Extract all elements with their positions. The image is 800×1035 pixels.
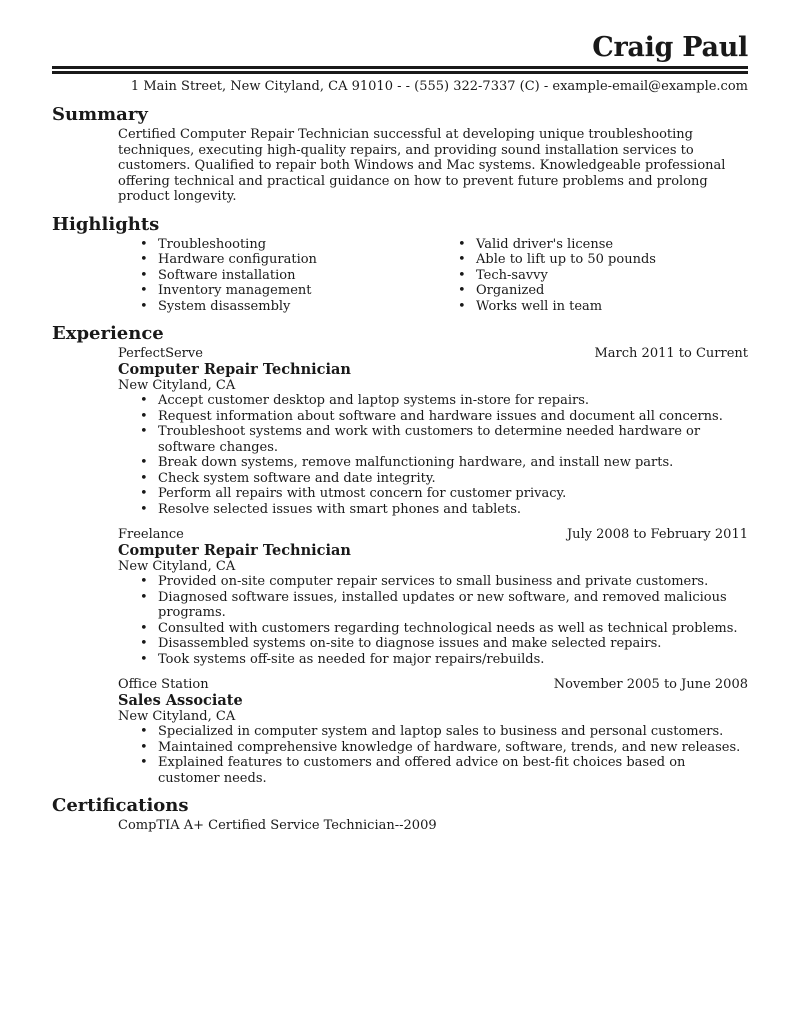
job-bullet: • Disassembled systems on-site to diagnose issues and make selected repairs.: [118, 636, 748, 652]
highlight-item: • Works well in team: [436, 299, 748, 315]
job-dates: November 2005 to June 2008: [553, 677, 748, 692]
job-bullet: • Specialized in computer system and laptop sales to business and personal customers.: [118, 724, 748, 740]
job-bullet: • Explained features to customers and offered advice on best-fit choices based on customer needs.: [118, 755, 748, 786]
contact-line: 1 Main Street, New Cityland, CA 91010 - - (555) 322-7337 (C) - example-email@example.com: [130, 79, 748, 94]
job-entry: [118, 677, 748, 786]
highlight-item: • Tech-savvy: [436, 268, 748, 284]
job-bullet: • Consulted with customers regarding technological needs as well as technical problems.: [118, 621, 748, 637]
experience-heading: Experience: [52, 323, 164, 344]
job-header-row: [118, 527, 748, 543]
resume-name: Craig Paul: [592, 32, 748, 63]
job-title: Computer Repair Technician: [118, 360, 351, 378]
job-bullet: • Check system software and date integrity.: [118, 471, 748, 487]
job-dates: July 2008 to February 2011: [566, 527, 748, 542]
job-company: Office Station: [118, 677, 209, 692]
header-divider-top-line: [52, 66, 748, 69]
job-bullet: • Maintained comprehensive knowledge of hardware, software, trends, and new releases.: [118, 740, 748, 756]
job-bullet: • Accept customer desktop and laptop systems in-store for repairs.: [118, 393, 748, 409]
job-title: Computer Repair Technician: [118, 541, 351, 559]
job-title: Sales Associate: [118, 691, 243, 709]
job-bullet-list: [118, 574, 748, 667]
job-bullet-list: [118, 724, 748, 786]
header-divider-bottom-line: [52, 71, 748, 74]
resume-header: [0, 34, 800, 95]
job-location: New Cityland, CA: [118, 558, 236, 574]
certifications-heading: Certifications: [52, 795, 189, 816]
job-bullet: • Diagnosed software issues, installed updates or new software, and removed malicious programs.: [118, 590, 748, 621]
job-bullet: • Troubleshoot systems and work with customers to determine needed hardware or software changes.: [118, 424, 748, 455]
job-company: Freelance: [118, 527, 184, 542]
job-company: PerfectServe: [118, 346, 203, 361]
certification-item: CompTIA A+ Certified Service Technician--2009: [118, 818, 437, 833]
summary-heading: Summary: [52, 104, 148, 125]
highlights-column-1: [118, 237, 436, 315]
job-header-row: [118, 346, 748, 362]
highlight-item: • Software installation: [118, 268, 436, 284]
job-bullet-list: [118, 393, 748, 517]
job-location: New Cityland, CA: [118, 377, 236, 393]
job-bullet: • Resolve selected issues with smart phones and tablets.: [118, 502, 748, 518]
job-bullet: • Break down systems, remove malfunctioning hardware, and install new parts.: [118, 455, 748, 471]
job-bullet: • Provided on-site computer repair services to small business and private customers.: [118, 574, 748, 590]
job-dates: March 2011 to Current: [594, 346, 748, 361]
experience-list: [118, 346, 748, 786]
highlight-item: • Organized: [436, 283, 748, 299]
job-header-row: [118, 677, 748, 693]
highlight-item: • Valid driver's license: [436, 237, 748, 253]
section-highlights: [0, 215, 800, 315]
highlight-item: • Able to lift up to 50 pounds: [436, 252, 748, 268]
job-bullet: • Took systems off-site as needed for major repairs/rebuilds.: [118, 652, 748, 668]
highlight-item: • System disassembly: [118, 299, 436, 315]
job-bullet: • Perform all repairs with utmost concern for customer privacy.: [118, 486, 748, 502]
highlight-item: • Hardware configuration: [118, 252, 436, 268]
highlights-heading: Highlights: [52, 213, 160, 235]
job-entry: [118, 527, 748, 667]
section-certifications: [0, 796, 800, 834]
header-divider: [52, 66, 748, 74]
highlights-column-2: [436, 237, 748, 315]
highlight-item: • Inventory management: [118, 283, 436, 299]
summary-text: Certified Computer Repair Technician successful at developing unique troubleshooting techniques, executing high-quality repairs, and providing sound installation services to customers. Qualified to repair both Windows and Mac systems. Knowledgeable professional offering technical and practical guidance on how to prevent future problems and prolong product longevity.: [118, 127, 726, 204]
job-location: New Cityland, CA: [118, 708, 236, 724]
section-experience: [0, 324, 800, 786]
section-summary: [0, 105, 800, 205]
job-entry: [118, 346, 748, 517]
highlights-columns: [118, 237, 748, 315]
job-bullet: • Request information about software and hardware issues and document all concerns.: [118, 409, 748, 425]
highlight-item: • Troubleshooting: [118, 237, 436, 253]
